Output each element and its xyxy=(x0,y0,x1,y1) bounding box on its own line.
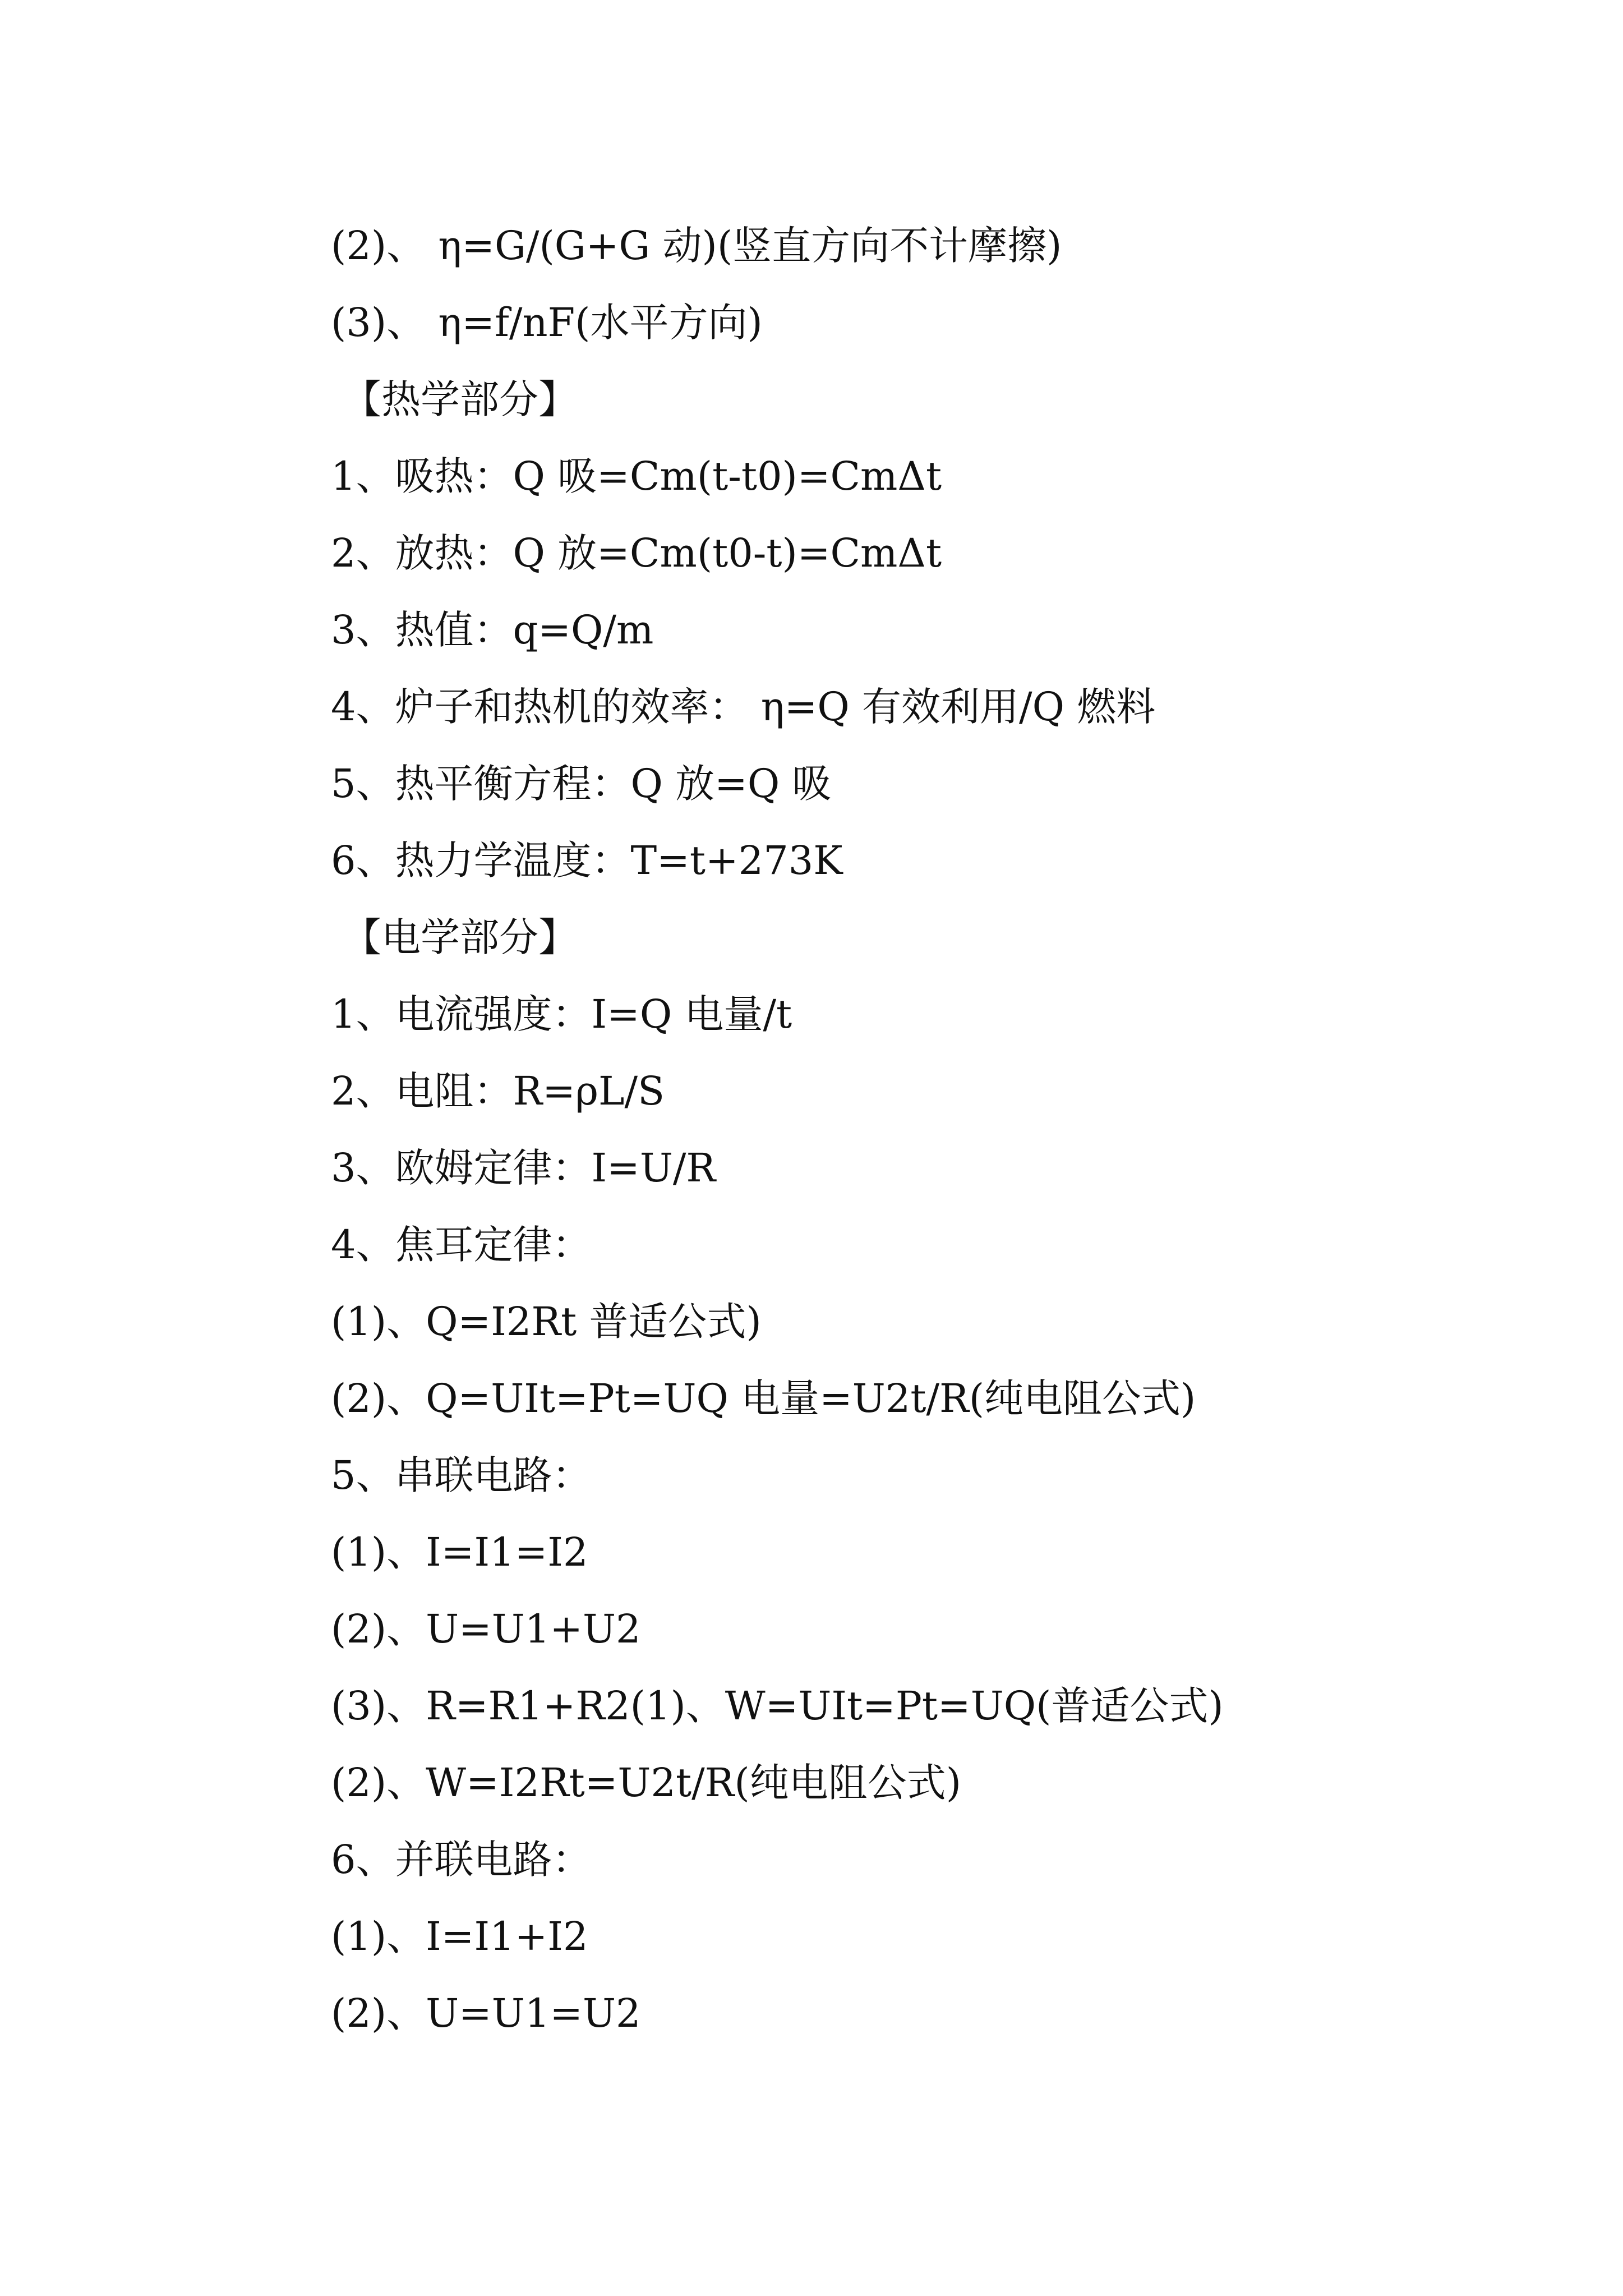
text-line: (3)、R=R1+R2(1)、W=UIt=Pt=UQ(普适公式) xyxy=(331,1683,1224,1729)
text-line: (1)、Q=I2Rt 普适公式) xyxy=(331,1299,762,1345)
text-line: 3、热值：q=Q/m xyxy=(331,607,654,653)
section-heading-thermal: 【热学部分】 xyxy=(342,376,578,422)
text-line: 2、放热：Q 放=Cm(t0-t)=CmΔt xyxy=(331,530,942,576)
text-line: 4、炉子和热机的效率： η=Q 有效利用/Q 燃料 xyxy=(331,684,1156,730)
text-line: (2)、 η=G/(G+G 动)(竖直方向不计摩擦) xyxy=(331,223,1062,269)
text-line: (2)、U=U1=U2 xyxy=(331,1990,641,2036)
text-line: 6、热力学温度：T=t+273K xyxy=(331,838,843,884)
text-line: (1)、I=I1=I2 xyxy=(331,1529,588,1575)
text-line: 1、电流强度：I=Q 电量/t xyxy=(331,991,792,1037)
section-heading-electrical: 【电学部分】 xyxy=(342,914,578,960)
text-line: (3)、 η=f/nF(水平方向) xyxy=(331,300,763,346)
text-line: 4、焦耳定律： xyxy=(331,1222,592,1268)
text-line: 6、并联电路： xyxy=(331,1837,592,1883)
text-line: (1)、I=I1+I2 xyxy=(331,1913,588,1959)
text-line: 5、串联电路： xyxy=(331,1452,592,1498)
text-line: 2、电阻：R=ρL/S xyxy=(331,1068,665,1114)
text-line: (2)、U=U1+U2 xyxy=(331,1606,641,1652)
text-line: (2)、W=I2Rt=U2t/R(纯电阻公式) xyxy=(331,1760,961,1806)
text-line: (2)、Q=UIt=Pt=UQ 电量=U2t/R(纯电阻公式) xyxy=(331,1375,1196,1421)
text-line: 3、欧姆定律：I=U/R xyxy=(331,1145,716,1191)
text-line: 5、热平衡方程：Q 放=Q 吸 xyxy=(331,761,832,807)
page-content xyxy=(331,208,1453,2052)
text-line: 1、吸热：Q 吸=Cm(t-t0)=CmΔt xyxy=(331,453,942,499)
